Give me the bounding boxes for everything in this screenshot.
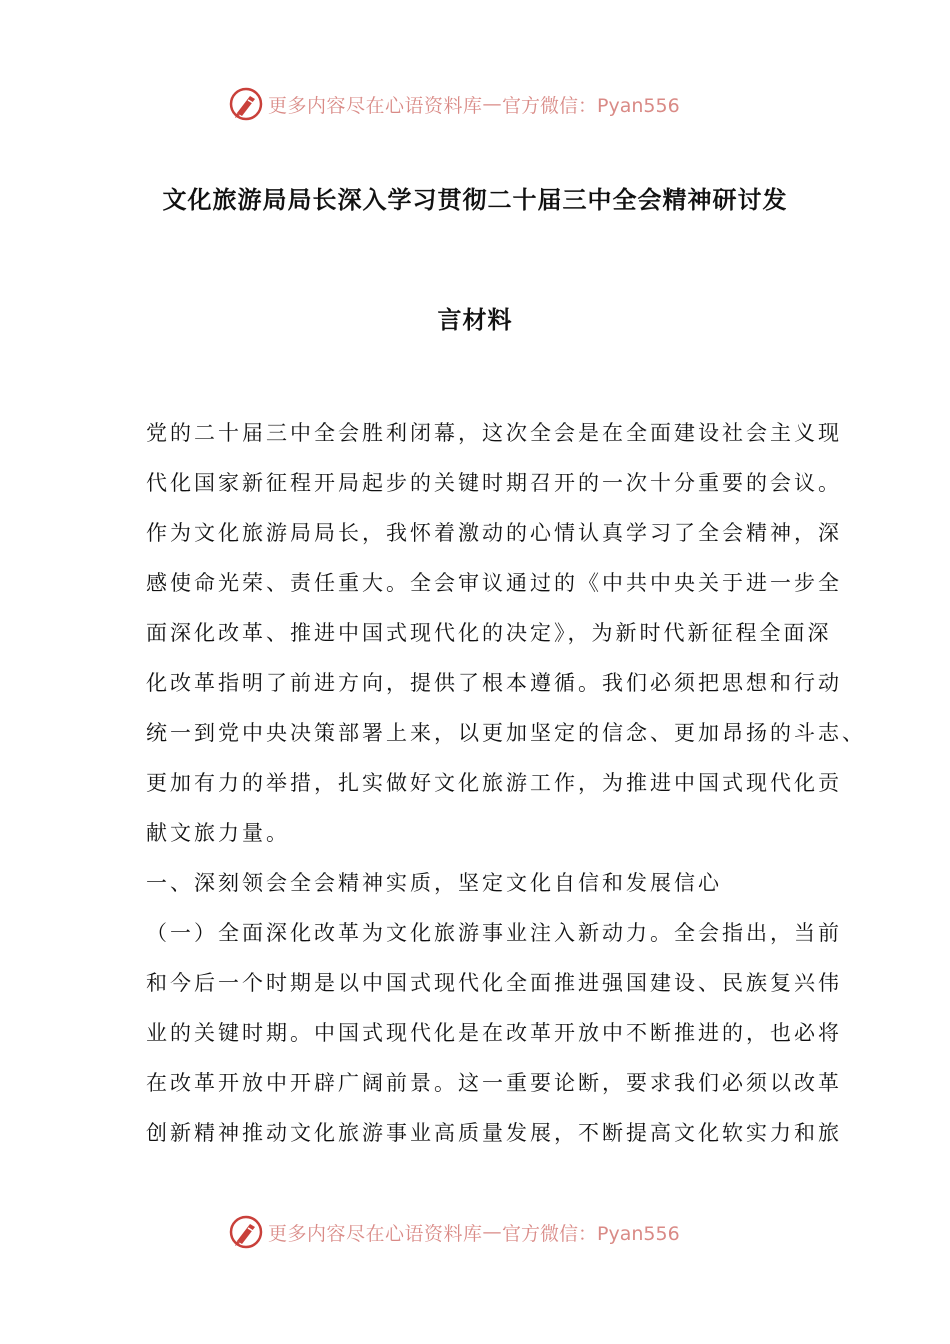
watermark-dash: — xyxy=(482,1221,503,1243)
body-line: 业的关键时期。中国式现代化是在改革开放中不断推进的，也必将 xyxy=(146,1021,842,1045)
document-title-line-1: 文化旅游局局长深入学习贯彻二十届三中全会精神研讨发 xyxy=(162,186,788,214)
body-line: 化改革指明了前进方向，提供了根本遵循。我们必须把思想和行动 xyxy=(146,671,842,695)
body-line: 更加有力的举措，扎实做好文化旅游工作，为推进中国式现代化贡 xyxy=(146,771,842,795)
body-line: 和今后一个时期是以中国式现代化全面推进强国建设、民族复兴伟 xyxy=(146,971,842,995)
body-line: 代化国家新征程开局起步的关键时期召开的一次十分重要的会议。 xyxy=(146,471,842,495)
body-line: 面深化改革、推进中国式现代化的决定》，为新时代新征程全面深 xyxy=(146,621,832,645)
body-line: 统一到党中央决策部署上来，以更加坚定的信念、更加昂扬的斗志、 xyxy=(146,721,866,745)
document-title-line-2: 言材料 xyxy=(437,306,513,334)
document-body xyxy=(146,418,866,1168)
watermark-wechat: 官方微信：Pyan556 xyxy=(502,94,680,117)
body-line: 创新精神推动文化旅游事业高质量发展，不断提高文化软实力和旅 xyxy=(146,1121,842,1145)
watermark-text: 更多内容尽在心语资料库 xyxy=(268,1222,483,1245)
pen-logo-icon xyxy=(228,1214,264,1250)
watermark-wechat: 官方微信：Pyan556 xyxy=(502,1222,680,1245)
body-line: 作为文化旅游局局长，我怀着激动的心情认真学习了全会精神，深 xyxy=(146,521,842,545)
pen-logo-icon xyxy=(228,86,264,122)
body-line: 在改革开放中开辟广阔前景。这一重要论断，要求我们必须以改革 xyxy=(146,1071,842,1095)
body-line: 感使命光荣、责任重大。全会审议通过的《中共中央关于进一步全 xyxy=(146,571,842,595)
watermark-text: 更多内容尽在心语资料库 xyxy=(268,94,483,117)
header-watermark xyxy=(0,84,950,124)
body-line: 献文旅力量。 xyxy=(146,821,290,845)
footer-watermark xyxy=(0,1212,950,1252)
body-line: 党的二十届三中全会胜利闭幕，这次全会是在全面建设社会主义现 xyxy=(146,421,842,445)
body-line: （一）全面深化改革为文化旅游事业注入新动力。全会指出，当前 xyxy=(146,921,842,945)
watermark-dash: — xyxy=(482,93,503,115)
section-heading: 一、深刻领会全会精神实质，坚定文化自信和发展信心 xyxy=(146,871,722,895)
